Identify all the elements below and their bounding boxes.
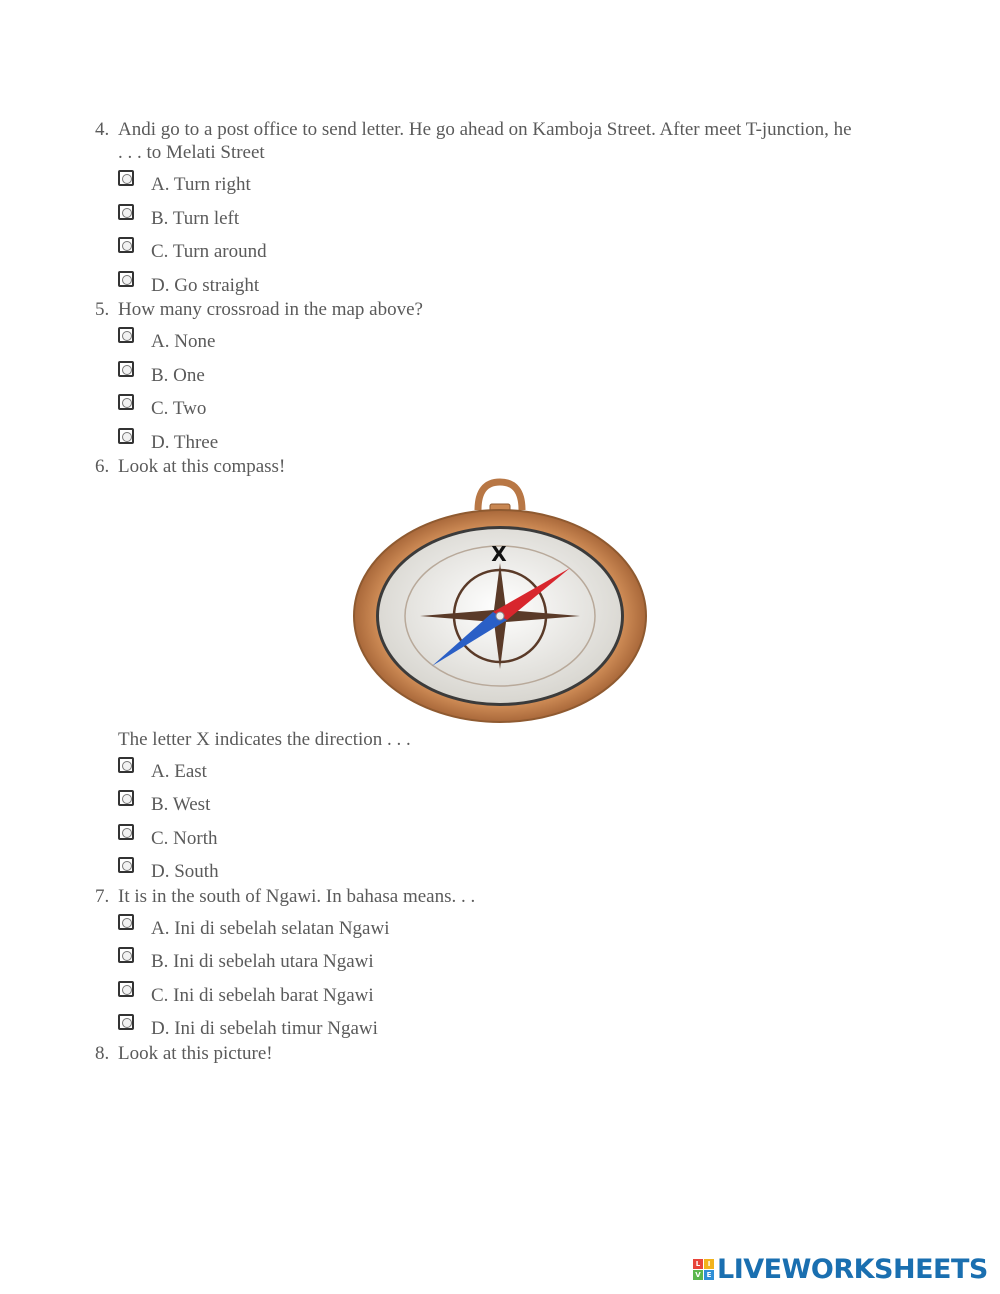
question-number: 7. <box>95 886 110 907</box>
radio-button[interactable] <box>118 428 134 444</box>
option-label: D. Go straight <box>151 275 260 296</box>
question-text: It is in the south of Ngawi. In bahasa means. . . <box>118 886 476 907</box>
radio-button[interactable] <box>118 757 134 773</box>
question-number: 8. <box>95 1043 110 1064</box>
radio-button[interactable] <box>118 394 134 410</box>
option-label: A. East <box>151 761 207 782</box>
radio-button[interactable] <box>118 170 134 186</box>
option-label: D. Three <box>151 432 219 453</box>
option-label: D. South <box>151 861 219 882</box>
radio-button[interactable] <box>118 790 134 806</box>
option-label: B. One <box>151 365 205 386</box>
compass-image <box>350 478 650 728</box>
question-8 <box>95 1042 895 1065</box>
logo-text: LIVEWORKSHEETS <box>717 1253 988 1285</box>
option-label: C. North <box>151 828 218 849</box>
question-text: Look at this picture! <box>118 1043 273 1064</box>
option-label: B. Ini di sebelah utara Ngawi <box>151 951 374 972</box>
radio-button[interactable] <box>118 1014 134 1030</box>
question-number: 6. <box>95 456 110 477</box>
radio-button[interactable] <box>118 271 134 287</box>
radio-button[interactable] <box>118 981 134 997</box>
radio-button[interactable] <box>118 857 134 873</box>
compass-x-label: X <box>491 542 507 566</box>
option-label: C. Turn around <box>151 241 267 262</box>
question-6-prompt: The letter X indicates the direction . . . <box>118 729 411 750</box>
option-label: C. Two <box>151 398 207 419</box>
option-label: A. Turn right <box>151 174 251 195</box>
question-number: 4. <box>95 119 110 140</box>
logo-badge-icon: L I V E <box>693 1259 714 1280</box>
question-text-continued: . . . to Melati Street <box>118 142 265 163</box>
option-label: B. Turn left <box>151 208 240 229</box>
option-label: D. Ini di sebelah timur Ngawi <box>151 1018 378 1039</box>
question-6 <box>95 455 895 478</box>
question-text: Andi go to a post office to send letter. He go ahead on Kamboja Street. After meet T-junction, he <box>118 119 852 140</box>
option-label: C. Ini di sebelah barat Ngawi <box>151 985 374 1006</box>
question-4 <box>95 118 895 164</box>
question-5 <box>95 298 895 321</box>
radio-button[interactable] <box>118 204 134 220</box>
option-label: A. None <box>151 331 216 352</box>
radio-button[interactable] <box>118 914 134 930</box>
radio-button[interactable] <box>118 361 134 377</box>
option-label: B. West <box>151 794 211 815</box>
radio-button[interactable] <box>118 237 134 253</box>
radio-button[interactable] <box>118 824 134 840</box>
question-text: Look at this compass! <box>118 456 286 477</box>
liveworksheets-logo[interactable] <box>693 1253 988 1285</box>
question-7 <box>95 885 895 908</box>
option-label: A. Ini di sebelah selatan Ngawi <box>151 918 390 939</box>
radio-button[interactable] <box>118 327 134 343</box>
question-number: 5. <box>95 299 110 320</box>
question-text: How many crossroad in the map above? <box>118 299 423 320</box>
radio-button[interactable] <box>118 947 134 963</box>
